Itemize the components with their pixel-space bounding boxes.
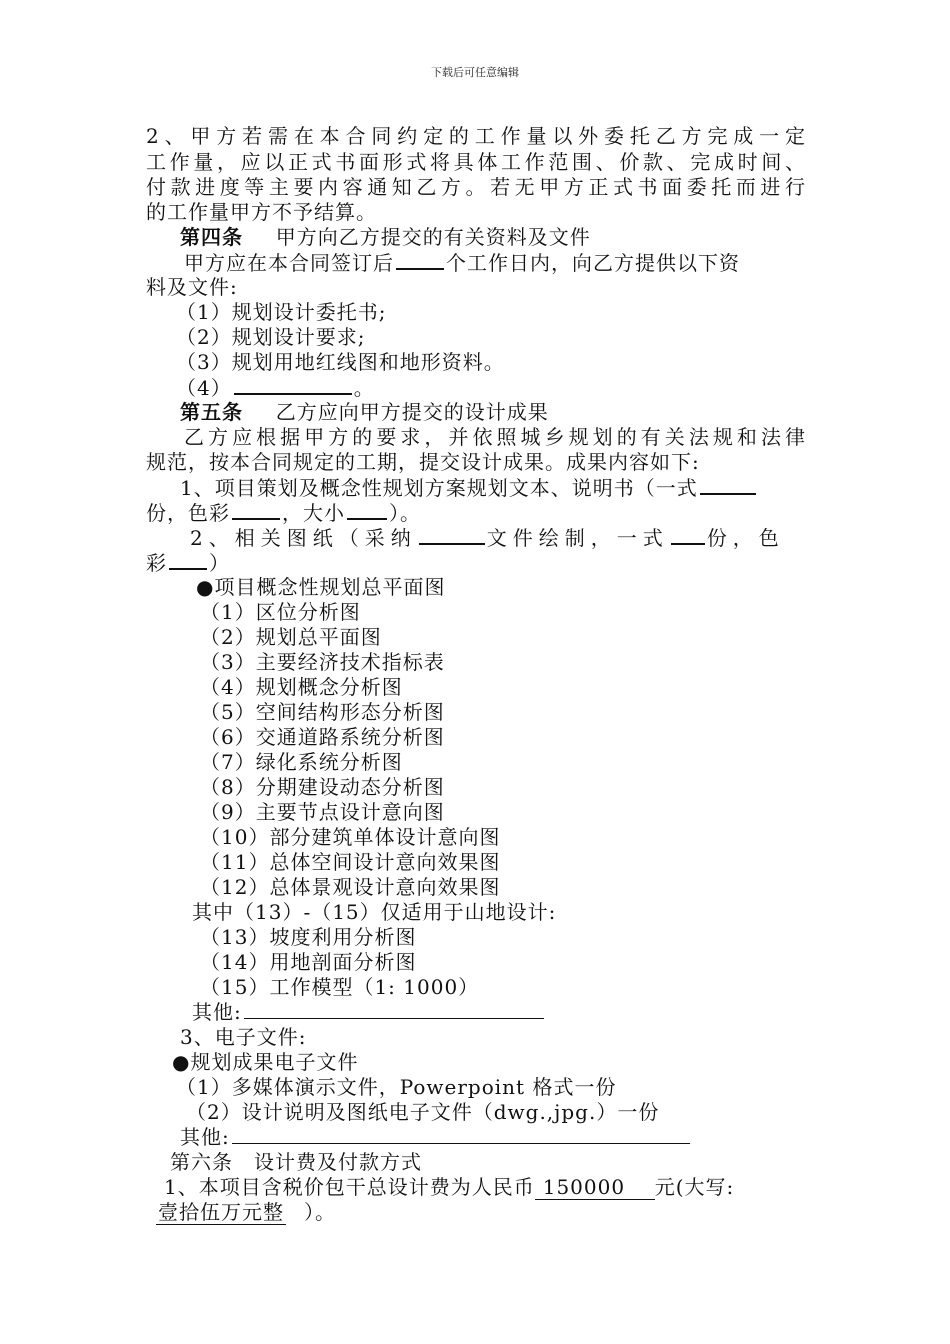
article-4-item-4 bbox=[176, 375, 375, 400]
result-2-end: ） bbox=[209, 551, 230, 575]
article-5-number: 第五条 bbox=[180, 400, 243, 424]
article-4-item-3: （3）规划用地红线图和地形资料。 bbox=[176, 350, 505, 374]
bullet-electronic-files: ●规划成果电子文件 bbox=[172, 1050, 359, 1074]
result-2-color-label: 彩 bbox=[146, 551, 167, 575]
mountain-note: 其中（13）-（15）仅适用于山地设计: bbox=[192, 900, 557, 924]
clause-2-line-3: 付款进度等主要内容通知乙方。若无甲方正式书面委托而进行 bbox=[146, 175, 806, 199]
other-drawings-label: 其他: bbox=[192, 1000, 242, 1024]
fee-text: 1、本项目含税价包干总设计费为人民币 bbox=[164, 1175, 535, 1199]
blank-copies-2 bbox=[671, 525, 705, 545]
result-1-line-2 bbox=[146, 500, 421, 525]
other-electronic bbox=[180, 1125, 692, 1149]
article-5-intro-1: 乙方应根据甲方的要求，并依照城乡规划的有关法规和法律 bbox=[184, 425, 806, 449]
mountain-item: （14）用地剖面分析图 bbox=[200, 950, 417, 974]
article-4-heading bbox=[180, 225, 591, 249]
article-4-item-4-label: （4） bbox=[176, 376, 232, 400]
mountain-item: （13）坡度利用分析图 bbox=[200, 925, 417, 949]
mountain-item: （15）工作模型（1: 1000） bbox=[200, 975, 480, 999]
article-5-title: 乙方应向甲方提交的设计成果 bbox=[275, 400, 549, 424]
result-2-text-c: 份，色 bbox=[706, 526, 785, 550]
result-2-text-b: 文件绘制，一式 bbox=[486, 526, 669, 550]
article-4-number: 第四条 bbox=[180, 225, 243, 249]
article-4-item-1: （1）规划设计委托书; bbox=[176, 300, 387, 324]
result-1-line-1 bbox=[180, 475, 758, 500]
article-4-title: 甲方向乙方提交的有关资料及文件 bbox=[275, 225, 591, 249]
result-1-end: ）。 bbox=[389, 501, 421, 525]
drawing-item: （10）部分建筑单体设计意向图 bbox=[200, 825, 501, 849]
fee-upper-label: 元(大写: bbox=[654, 1175, 735, 1199]
fee-end: ）。 bbox=[304, 1200, 336, 1224]
fee-amount-upper: 壹拾伍万元整 bbox=[158, 1200, 284, 1224]
clause-2-line-1: 2、甲方若需在本合同约定的工作量以外委托乙方完成一定 bbox=[146, 124, 806, 148]
other-electronic-label: 其他: bbox=[180, 1125, 230, 1149]
blank-workdays bbox=[396, 250, 444, 270]
drawing-item: （7）绿化系统分析图 bbox=[200, 750, 403, 774]
other-drawings bbox=[192, 1000, 546, 1024]
result-2-line-2 bbox=[146, 550, 230, 575]
blank-other-electronic bbox=[232, 1125, 690, 1144]
result-2-line-1 bbox=[190, 525, 785, 550]
article-5-intro-2: 规范，按本合同规定的工期，提交设计成果。成果内容如下: bbox=[146, 450, 700, 474]
electronic-item-1: （1）多媒体演示文件，Powerpoint 格式一份 bbox=[176, 1075, 617, 1099]
electronic-item-2: （2）设计说明及图纸电子文件（dwg.,jpg.）一份 bbox=[186, 1100, 660, 1124]
article-5-heading bbox=[180, 400, 549, 424]
drawing-item: （8）分期建设动态分析图 bbox=[200, 775, 445, 799]
article-4-intro-2: 料及文件: bbox=[146, 275, 238, 299]
bullet-concept-plan: ●项目概念性规划总平面图 bbox=[196, 575, 446, 599]
drawing-item: （3）主要经济技术指标表 bbox=[200, 650, 445, 674]
fee-line-1 bbox=[164, 1175, 734, 1200]
drawing-item: （9）主要节点设计意向图 bbox=[200, 800, 445, 824]
result-1-color-label: 份，色彩 bbox=[146, 501, 230, 525]
article-6-heading: 第六条 设计费及付款方式 bbox=[170, 1150, 422, 1174]
blank-item-4 bbox=[234, 375, 352, 395]
article-4-intro-a: 甲方应在本合同签订后 bbox=[184, 251, 394, 275]
blank-other-drawings bbox=[244, 1000, 544, 1019]
article-4-item-4-end: 。 bbox=[353, 376, 375, 400]
blank-color-1 bbox=[232, 500, 280, 520]
blank-software bbox=[419, 525, 485, 545]
blank-color-2 bbox=[169, 550, 207, 570]
clause-2-line-4: 的工作量甲方不予结算。 bbox=[146, 200, 377, 224]
fee-amount: 150000 bbox=[535, 1175, 655, 1200]
page-header: 下载后可任意编辑 bbox=[431, 66, 519, 79]
article-4-intro-b: 个工作日内，向乙方提供以下资 bbox=[446, 251, 740, 275]
electronic-files-heading: 3、电子文件: bbox=[180, 1025, 307, 1049]
drawing-item: （11）总体空间设计意向效果图 bbox=[200, 850, 501, 874]
blank-size bbox=[347, 500, 387, 520]
result-1-text: 1、项目策划及概念性规划方案规划文本、说明书（一式 bbox=[180, 476, 698, 500]
drawing-item: （12）总体景观设计意向效果图 bbox=[200, 875, 501, 899]
clause-2-line-2: 工作量，应以正式书面形式将具体工作范围、价款、完成时间、 bbox=[146, 150, 806, 174]
article-4-item-2: （2）规划设计要求; bbox=[176, 325, 366, 349]
fee-line-2 bbox=[156, 1200, 336, 1224]
drawing-item: （5）空间结构形态分析图 bbox=[200, 700, 445, 724]
drawing-item: （2）规划总平面图 bbox=[200, 625, 382, 649]
drawing-item: （1）区位分析图 bbox=[200, 600, 361, 624]
blank-copies-1 bbox=[700, 475, 756, 495]
result-2-text-a: 2、相关图纸（采纳 bbox=[190, 526, 417, 550]
result-1-size-label: ，大小 bbox=[282, 501, 345, 525]
drawing-item: （6）交通道路系统分析图 bbox=[200, 725, 445, 749]
drawing-item: （4）规划概念分析图 bbox=[200, 675, 403, 699]
article-4-intro bbox=[184, 250, 740, 275]
